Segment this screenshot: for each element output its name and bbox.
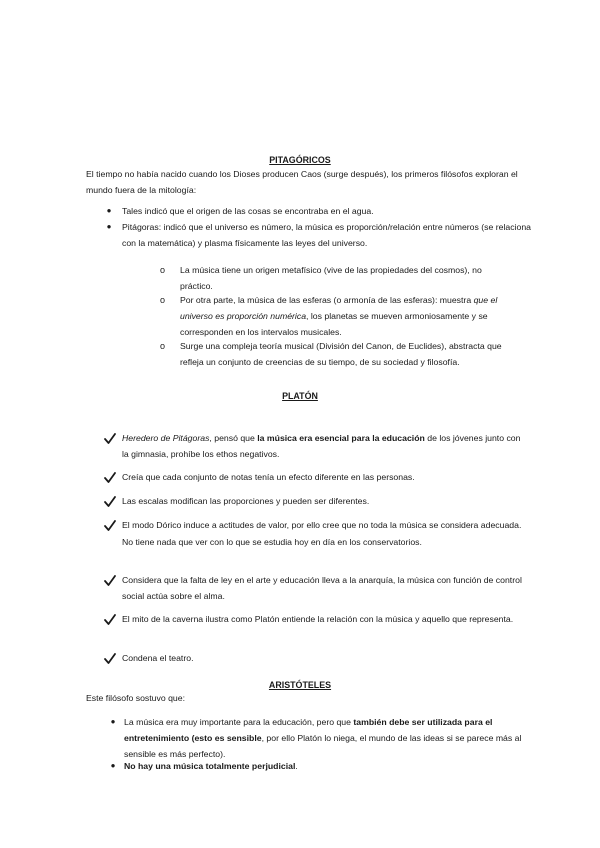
circle-bullet-icon: o xyxy=(160,295,166,305)
section-heading-aristoteles: ARISTÓTELES xyxy=(268,680,332,690)
section-heading-platon: PLATÓN xyxy=(282,391,318,401)
checkmark-icon xyxy=(104,472,116,483)
checkmark-icon xyxy=(104,520,116,531)
checkmark-icon xyxy=(104,575,116,586)
checkmark-icon xyxy=(104,614,116,625)
checkmark-icon xyxy=(104,496,116,507)
checklist-text: Creía que cada conjunto de notas tenía un efecto diferente en las personas. xyxy=(122,472,415,482)
circle-bullet-icon: o xyxy=(160,341,166,351)
checklist-text: Las escalas modifican las proporciones y pueden ser diferentes. xyxy=(122,496,370,506)
bullet-icon: ● xyxy=(110,761,116,770)
bullet-icon: ● xyxy=(106,222,112,231)
sub-bullet-text: Por otra parte, la música de las esferas (o armonía de las esferas): muestra que el universo es proporción numérica, los planetas se mueven armoniosamente y se corresponden en los intervalos musicales. xyxy=(180,295,498,337)
bullet-text: Pitágoras: indicó que el universo es número, la música es proporción/relación entre números (se relaciona con la matemática) y plasma físicamente las leyes del universo. xyxy=(122,222,532,248)
checkmark-icon xyxy=(104,653,116,664)
sub-bullet-text: La música tiene un origen metafísico (vive de las propiedades del cosmos), no práctico. xyxy=(180,265,482,291)
checklist-text: El mito de la caverna ilustra como Platón entiende la relación con la música y aquello que representa. xyxy=(122,614,514,624)
section-heading-pitagoricos: PITAGÓRICOS xyxy=(269,155,331,165)
checklist-text: Condena el teatro. xyxy=(122,653,194,663)
checklist-text: Heredero de Pitágoras, pensó que la música era esencial para la educación de los jóvenes junto con la gimnasia, prohíbe los ethos negativos. xyxy=(122,433,521,459)
bullet-icon: ● xyxy=(106,206,112,215)
checkmark-icon xyxy=(104,433,116,444)
bullet-icon: ● xyxy=(110,717,116,726)
bullet-text: Tales indicó que el origen de las cosas se encontraba en el agua. xyxy=(122,206,374,216)
checklist-text: El modo Dórico induce a actitudes de valor, por ello cree que no toda la música se considera adecuada. No tiene nada que ver con lo que se estudia hoy en día en los conservatorios. xyxy=(122,520,522,547)
circle-bullet-icon: o xyxy=(160,265,166,275)
checklist-text: Considera que la falta de ley en el arte y educación lleva a la anarquía, la música con función de control social actúa sobre el alma. xyxy=(122,575,522,601)
bullet-text: No hay una música totalmente perjudicial. xyxy=(124,761,298,771)
aristoteles-intro: Este filósofo sostuvo que: xyxy=(86,693,185,703)
pitagoricos-intro: El tiempo no había nacido cuando los Dioses producen Caos (surge después), los primeros filósofos exploran el mundo fuera de la mitología: xyxy=(86,169,518,195)
sub-bullet-text: Surge una compleja teoría musical (División del Canon, de Euclides), abstracta que refleja un conjunto de creencias de su tiempo, de su sociedad y filosofía. xyxy=(180,341,502,367)
bullet-text: La música era muy importante para la educación, pero que también debe ser utilizada para el entretenimiento (esto es sensible, por ello Platón lo niega, el mundo de las ideas si se parece más al sensible es más perfecto). xyxy=(124,717,522,759)
